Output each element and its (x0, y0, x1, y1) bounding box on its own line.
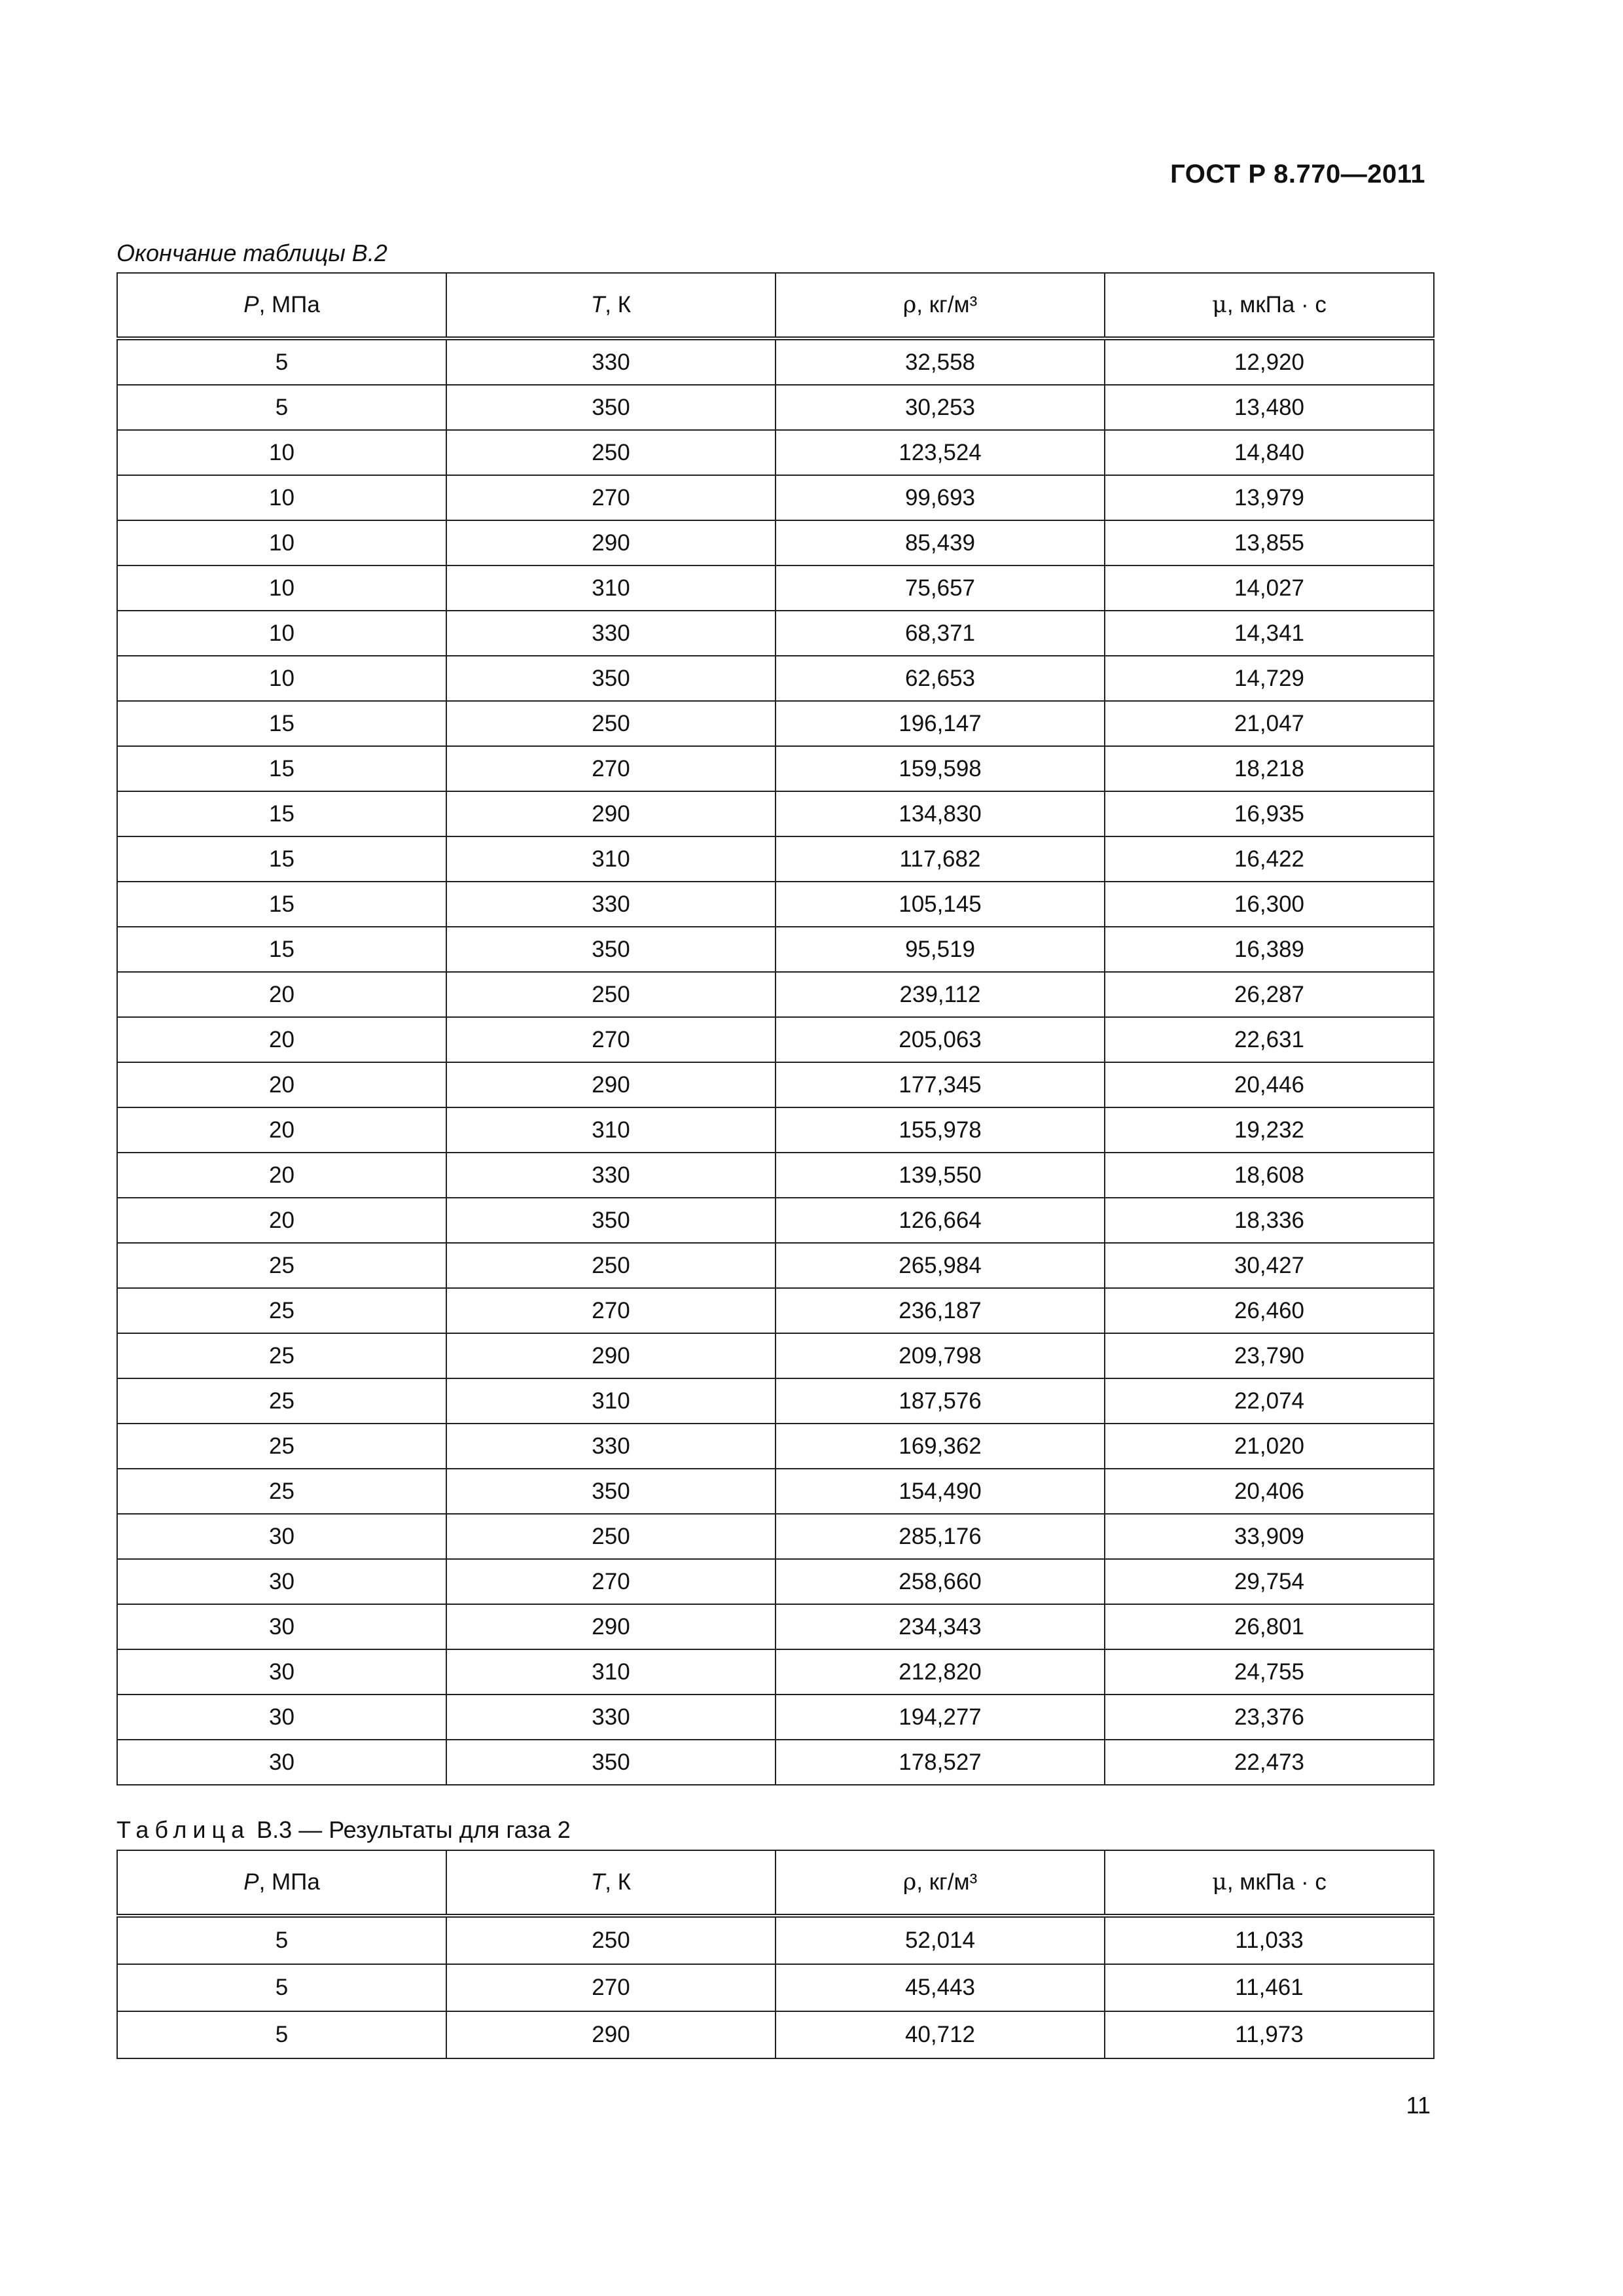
table-row (117, 2011, 1434, 2058)
cell-temperature: 290 (446, 520, 776, 565)
table-row (117, 927, 1434, 972)
cell-pressure: 30 (117, 1604, 446, 1649)
cell-temperature: 310 (446, 1649, 776, 1695)
cell-density: 105,145 (776, 882, 1105, 927)
cell-viscosity: 14,027 (1105, 565, 1434, 611)
cell-pressure: 30 (117, 1695, 446, 1740)
cell-density: 32,558 (776, 338, 1105, 385)
cell-pressure: 25 (117, 1288, 446, 1333)
cell-pressure: 10 (117, 475, 446, 520)
cell-density: 155,978 (776, 1107, 1105, 1153)
cell-pressure: 15 (117, 927, 446, 972)
cell-temperature: 310 (446, 565, 776, 611)
cell-density: 196,147 (776, 701, 1105, 746)
table-row (117, 1964, 1434, 2011)
cell-temperature: 290 (446, 1062, 776, 1107)
cell-density: 187,576 (776, 1378, 1105, 1424)
cell-pressure: 10 (117, 611, 446, 656)
cell-pressure: 20 (117, 1017, 446, 1062)
cell-pressure: 10 (117, 656, 446, 701)
table-row (117, 1916, 1434, 1964)
table-row (117, 1424, 1434, 1469)
cell-density: 236,187 (776, 1288, 1105, 1333)
cell-temperature: 250 (446, 1514, 776, 1559)
cell-temperature: 310 (446, 836, 776, 882)
cell-density: 234,343 (776, 1604, 1105, 1649)
cell-viscosity: 33,909 (1105, 1514, 1434, 1559)
cell-density: 139,550 (776, 1153, 1105, 1198)
cell-temperature: 290 (446, 1604, 776, 1649)
cell-viscosity: 11,461 (1105, 1964, 1434, 2011)
column-header-temperature: T, К (446, 273, 776, 338)
table-row (117, 1649, 1434, 1695)
cell-density: 85,439 (776, 520, 1105, 565)
table-row (117, 611, 1434, 656)
cell-viscosity: 26,460 (1105, 1288, 1434, 1333)
cell-viscosity: 18,608 (1105, 1153, 1434, 1198)
cell-temperature: 330 (446, 611, 776, 656)
cell-viscosity: 13,480 (1105, 385, 1434, 430)
cell-viscosity: 24,755 (1105, 1649, 1434, 1695)
cell-pressure: 20 (117, 1062, 446, 1107)
table-row (117, 746, 1434, 791)
cell-viscosity: 18,218 (1105, 746, 1434, 791)
cell-pressure: 10 (117, 565, 446, 611)
table-row (117, 338, 1434, 385)
cell-temperature: 350 (446, 1198, 776, 1243)
table-row (117, 1559, 1434, 1604)
cell-density: 177,345 (776, 1062, 1105, 1107)
column-header-density: ρ, кг/м³ (776, 1850, 1105, 1916)
cell-viscosity: 26,287 (1105, 972, 1434, 1017)
table-b2-continuation-caption: Окончание таблицы В.2 (116, 240, 387, 266)
cell-pressure: 25 (117, 1333, 446, 1378)
cell-pressure: 20 (117, 1107, 446, 1153)
table-row (117, 1695, 1434, 1740)
cell-density: 52,014 (776, 1916, 1105, 1964)
cell-viscosity: 11,033 (1105, 1916, 1434, 1964)
cell-temperature: 330 (446, 338, 776, 385)
column-header-pressure: P, МПа (117, 273, 446, 338)
cell-temperature: 270 (446, 1288, 776, 1333)
cell-density: 126,664 (776, 1198, 1105, 1243)
cell-density: 75,657 (776, 565, 1105, 611)
cell-density: 265,984 (776, 1243, 1105, 1288)
cell-viscosity: 23,790 (1105, 1333, 1434, 1378)
cell-temperature: 290 (446, 2011, 776, 2058)
table-row (117, 1333, 1434, 1378)
cell-viscosity: 19,232 (1105, 1107, 1434, 1153)
cell-temperature: 270 (446, 1559, 776, 1604)
table-row (117, 1198, 1434, 1243)
cell-temperature: 250 (446, 1243, 776, 1288)
cell-viscosity: 18,336 (1105, 1198, 1434, 1243)
cell-temperature: 330 (446, 1695, 776, 1740)
cell-viscosity: 14,729 (1105, 656, 1434, 701)
cell-density: 285,176 (776, 1514, 1105, 1559)
cell-density: 45,443 (776, 1964, 1105, 2011)
table-row (117, 1017, 1434, 1062)
cell-pressure: 5 (117, 385, 446, 430)
cell-pressure: 15 (117, 701, 446, 746)
cell-viscosity: 26,801 (1105, 1604, 1434, 1649)
standard-code: ГОСТ Р 8.770—2011 (1170, 160, 1425, 188)
cell-temperature: 270 (446, 475, 776, 520)
cell-density: 123,524 (776, 430, 1105, 475)
cell-pressure: 25 (117, 1378, 446, 1424)
cell-viscosity: 11,973 (1105, 2011, 1434, 2058)
cell-pressure: 5 (117, 338, 446, 385)
table-row (117, 1469, 1434, 1514)
table-row (117, 1243, 1434, 1288)
cell-viscosity: 12,920 (1105, 338, 1434, 385)
cell-viscosity: 20,446 (1105, 1062, 1434, 1107)
cell-density: 169,362 (776, 1424, 1105, 1469)
cell-temperature: 270 (446, 746, 776, 791)
cell-pressure: 15 (117, 882, 446, 927)
cell-temperature: 350 (446, 656, 776, 701)
cell-viscosity: 22,631 (1105, 1017, 1434, 1062)
cell-density: 95,519 (776, 927, 1105, 972)
cell-viscosity: 14,840 (1105, 430, 1434, 475)
cell-viscosity: 29,754 (1105, 1559, 1434, 1604)
table-header-row (117, 273, 1434, 338)
cell-pressure: 15 (117, 791, 446, 836)
cell-viscosity: 23,376 (1105, 1695, 1434, 1740)
cell-temperature: 330 (446, 1153, 776, 1198)
cell-temperature: 350 (446, 1740, 776, 1785)
cell-density: 209,798 (776, 1333, 1105, 1378)
cell-viscosity: 16,389 (1105, 927, 1434, 972)
cell-pressure: 15 (117, 836, 446, 882)
column-header-pressure: P, МПа (117, 1850, 446, 1916)
cell-temperature: 350 (446, 1469, 776, 1514)
cell-viscosity: 13,979 (1105, 475, 1434, 520)
cell-viscosity: 21,047 (1105, 701, 1434, 746)
table-row (117, 701, 1434, 746)
cell-temperature: 270 (446, 1017, 776, 1062)
cell-pressure: 20 (117, 1198, 446, 1243)
table-row (117, 1153, 1434, 1198)
cell-viscosity: 13,855 (1105, 520, 1434, 565)
cell-pressure: 30 (117, 1740, 446, 1785)
cell-viscosity: 22,473 (1105, 1740, 1434, 1785)
cell-viscosity: 30,427 (1105, 1243, 1434, 1288)
cell-temperature: 290 (446, 791, 776, 836)
cell-temperature: 330 (446, 1424, 776, 1469)
cell-viscosity: 20,406 (1105, 1469, 1434, 1514)
cell-density: 178,527 (776, 1740, 1105, 1785)
cell-pressure: 30 (117, 1559, 446, 1604)
cell-viscosity: 22,074 (1105, 1378, 1434, 1424)
column-header-density: ρ, кг/м³ (776, 273, 1105, 338)
table-row (117, 791, 1434, 836)
table-row (117, 565, 1434, 611)
cell-density: 154,490 (776, 1469, 1105, 1514)
cell-density: 212,820 (776, 1649, 1105, 1695)
table-row (117, 1378, 1434, 1424)
table-row (117, 1288, 1434, 1333)
cell-temperature: 290 (446, 1333, 776, 1378)
cell-pressure: 5 (117, 1964, 446, 2011)
cell-viscosity: 16,935 (1105, 791, 1434, 836)
cell-viscosity: 16,300 (1105, 882, 1434, 927)
cell-viscosity: 14,341 (1105, 611, 1434, 656)
cell-pressure: 10 (117, 430, 446, 475)
table-b2 (116, 272, 1435, 1785)
table-row (117, 1062, 1434, 1107)
table-row (117, 1604, 1434, 1649)
cell-pressure: 30 (117, 1649, 446, 1695)
cell-density: 117,682 (776, 836, 1105, 882)
table-row (117, 1107, 1434, 1153)
cell-viscosity: 21,020 (1105, 1424, 1434, 1469)
column-header-viscosity: μ, мкПа · с (1105, 1850, 1434, 1916)
cell-density: 258,660 (776, 1559, 1105, 1604)
cell-viscosity: 16,422 (1105, 836, 1434, 882)
cell-pressure: 20 (117, 972, 446, 1017)
table-row (117, 430, 1434, 475)
table-row (117, 656, 1434, 701)
cell-temperature: 310 (446, 1107, 776, 1153)
table-row (117, 475, 1434, 520)
cell-pressure: 20 (117, 1153, 446, 1198)
cell-temperature: 330 (446, 882, 776, 927)
table-b3 (116, 1850, 1435, 2059)
cell-temperature: 250 (446, 701, 776, 746)
cell-pressure: 15 (117, 746, 446, 791)
cell-density: 159,598 (776, 746, 1105, 791)
cell-temperature: 270 (446, 1964, 776, 2011)
cell-temperature: 350 (446, 385, 776, 430)
cell-density: 194,277 (776, 1695, 1105, 1740)
cell-pressure: 5 (117, 1916, 446, 1964)
cell-pressure: 30 (117, 1514, 446, 1559)
table-row (117, 385, 1434, 430)
table-row (117, 1514, 1434, 1559)
cell-temperature: 250 (446, 1916, 776, 1964)
cell-density: 40,712 (776, 2011, 1105, 2058)
cell-temperature: 250 (446, 972, 776, 1017)
cell-pressure: 5 (117, 2011, 446, 2058)
column-header-viscosity: μ, мкПа · с (1105, 273, 1434, 338)
cell-density: 239,112 (776, 972, 1105, 1017)
table-header-row (117, 1850, 1434, 1916)
cell-density: 134,830 (776, 791, 1105, 836)
cell-density: 62,653 (776, 656, 1105, 701)
cell-pressure: 25 (117, 1469, 446, 1514)
table-row (117, 520, 1434, 565)
cell-temperature: 250 (446, 430, 776, 475)
cell-pressure: 25 (117, 1243, 446, 1288)
cell-pressure: 25 (117, 1424, 446, 1469)
cell-density: 99,693 (776, 475, 1105, 520)
table-row (117, 1740, 1434, 1785)
page-number: 11 (1406, 2092, 1431, 2119)
column-header-temperature: T, К (446, 1850, 776, 1916)
cell-pressure: 10 (117, 520, 446, 565)
table-row (117, 972, 1434, 1017)
table-row (117, 882, 1434, 927)
table-row (117, 836, 1434, 882)
table-b3-caption: Таблица В.3 — Результаты для газа 2 (116, 1816, 571, 1843)
cell-density: 68,371 (776, 611, 1105, 656)
cell-temperature: 350 (446, 927, 776, 972)
cell-density: 205,063 (776, 1017, 1105, 1062)
cell-density: 30,253 (776, 385, 1105, 430)
cell-temperature: 310 (446, 1378, 776, 1424)
